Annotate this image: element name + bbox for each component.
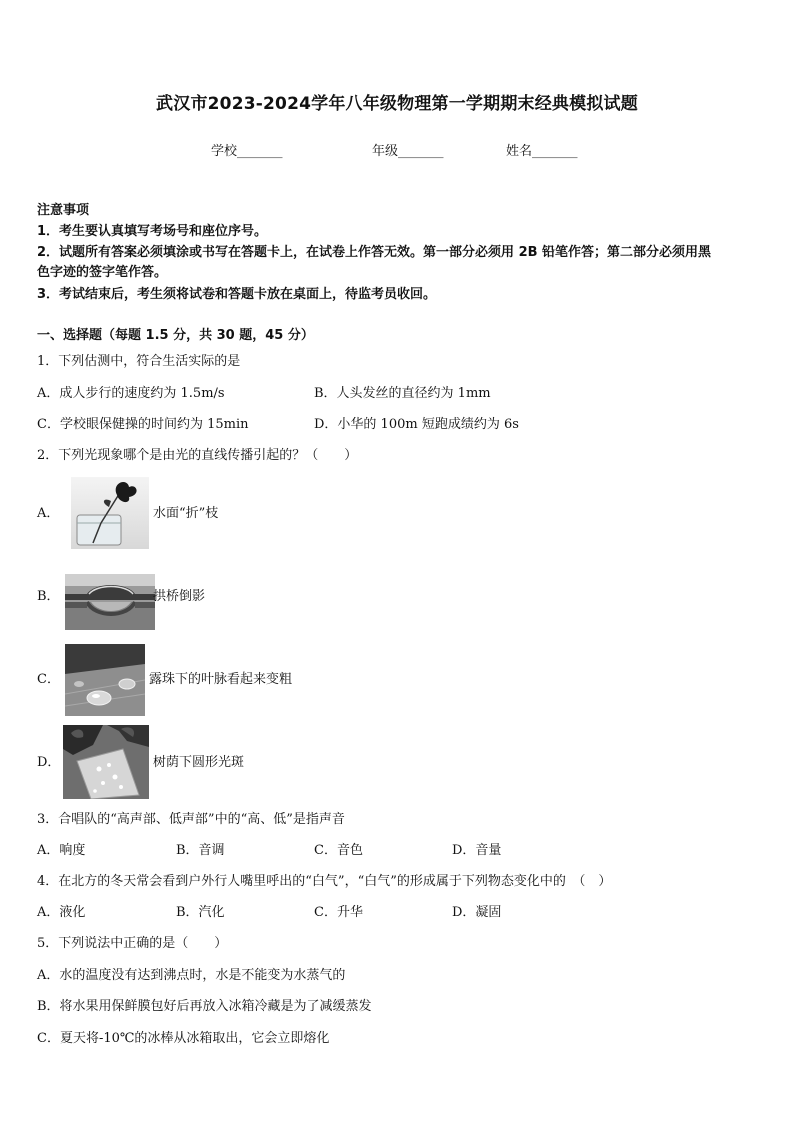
notice-item: 1．考生要认真填写考场号和座位序号。 [37, 224, 268, 239]
arch-bridge-reflection-image [65, 574, 155, 630]
name-field[interactable]: 姓名_______ [506, 144, 578, 159]
q4-option-a[interactable]: A．液化 [37, 905, 86, 920]
notice-item: 色字迹的签字笔作答。 [37, 265, 168, 280]
option-caption: 拱桥倒影 [153, 589, 206, 604]
q5-option-c[interactable]: C．夏天将-10℃的冰棒从冰箱取出，它会立即熔化 [37, 1031, 330, 1046]
q1-option-c[interactable]: C．学校眼保健操的时间约为 15min [37, 417, 249, 432]
q1-option-a[interactable]: A．成人步行的速度约为 1.5m/s [37, 386, 225, 401]
dew-drop-on-leaf-image [65, 644, 145, 716]
branch-in-water-image [71, 477, 149, 549]
school-field[interactable]: 学校_______ [211, 144, 283, 159]
question-1-stem: 1．下列估测中，符合生活实际的是 [37, 354, 241, 369]
notice-item: 2．试题所有答案必须填涂或书写在答题卡上，在试卷上作答无效。第一部分必须用 2B 铅笔作答；第二部分必须用黑 [37, 245, 712, 260]
q2-option-c[interactable] [37, 642, 737, 722]
notice-heading: 注意事项 [37, 203, 90, 218]
option-letter: B． [37, 589, 60, 604]
exam-title: 武汉市2023-2024学年八年级物理第一学期期末经典模拟试题 [156, 94, 638, 114]
grade-field[interactable]: 年级_______ [372, 144, 444, 159]
question-4-stem: 4．在北方的冬天常会看到户外行人嘴里呼出的“白气”，“白气”的形成属于下列物态变化中的 （ ） [37, 874, 612, 889]
option-caption: 水面“折”枝 [153, 506, 219, 521]
q2-option-b[interactable] [37, 570, 737, 650]
question-3-stem: 3．合唱队的“高声部、低声部”中的“高、低”是指声音 [37, 812, 345, 827]
q4-option-c[interactable]: C．升华 [314, 905, 363, 920]
option-letter: A． [37, 506, 60, 521]
student-info-row [0, 140, 794, 160]
question-2-stem: 2．下列光现象哪个是由光的直线传播引起的？（ ） [37, 448, 358, 463]
option-letter: D． [37, 755, 61, 770]
q5-option-b[interactable]: B．将水果用保鲜膜包好后再放入冰箱冷藏是为了减缓蒸发 [37, 999, 372, 1014]
q3-option-b[interactable]: B．音调 [176, 843, 225, 858]
q2-option-d[interactable] [37, 723, 737, 803]
notice-item: 3．考试结束后，考生须将试卷和答题卡放在桌面上，待监考员收回。 [37, 287, 437, 302]
option-caption: 露珠下的叶脉看起来变粗 [149, 672, 293, 687]
q2-option-a[interactable] [37, 474, 737, 554]
shade-light-spots-image [63, 725, 149, 799]
option-caption: 树荫下圆形光斑 [153, 755, 245, 770]
question-5-stem: 5．下列说法中正确的是（ ） [37, 936, 228, 951]
option-letter: C． [37, 672, 60, 687]
q5-option-a[interactable]: A．水的温度没有达到沸点时，水是不能变为水蒸气的 [37, 968, 346, 983]
q1-option-b[interactable]: B．人头发丝的直径约为 1mm [314, 386, 491, 401]
q1-option-d[interactable]: D．小华的 100m 短跑成绩约为 6s [314, 417, 519, 432]
section-heading: 一、选择题（每题 1.5 分，共 30 题，45 分） [37, 328, 314, 343]
q3-option-a[interactable]: A．响度 [37, 843, 86, 858]
q4-option-b[interactable]: B．汽化 [176, 905, 225, 920]
q3-option-c[interactable]: C．音色 [314, 843, 363, 858]
q4-option-d[interactable]: D．凝固 [452, 905, 502, 920]
q3-option-d[interactable]: D．音量 [452, 843, 502, 858]
